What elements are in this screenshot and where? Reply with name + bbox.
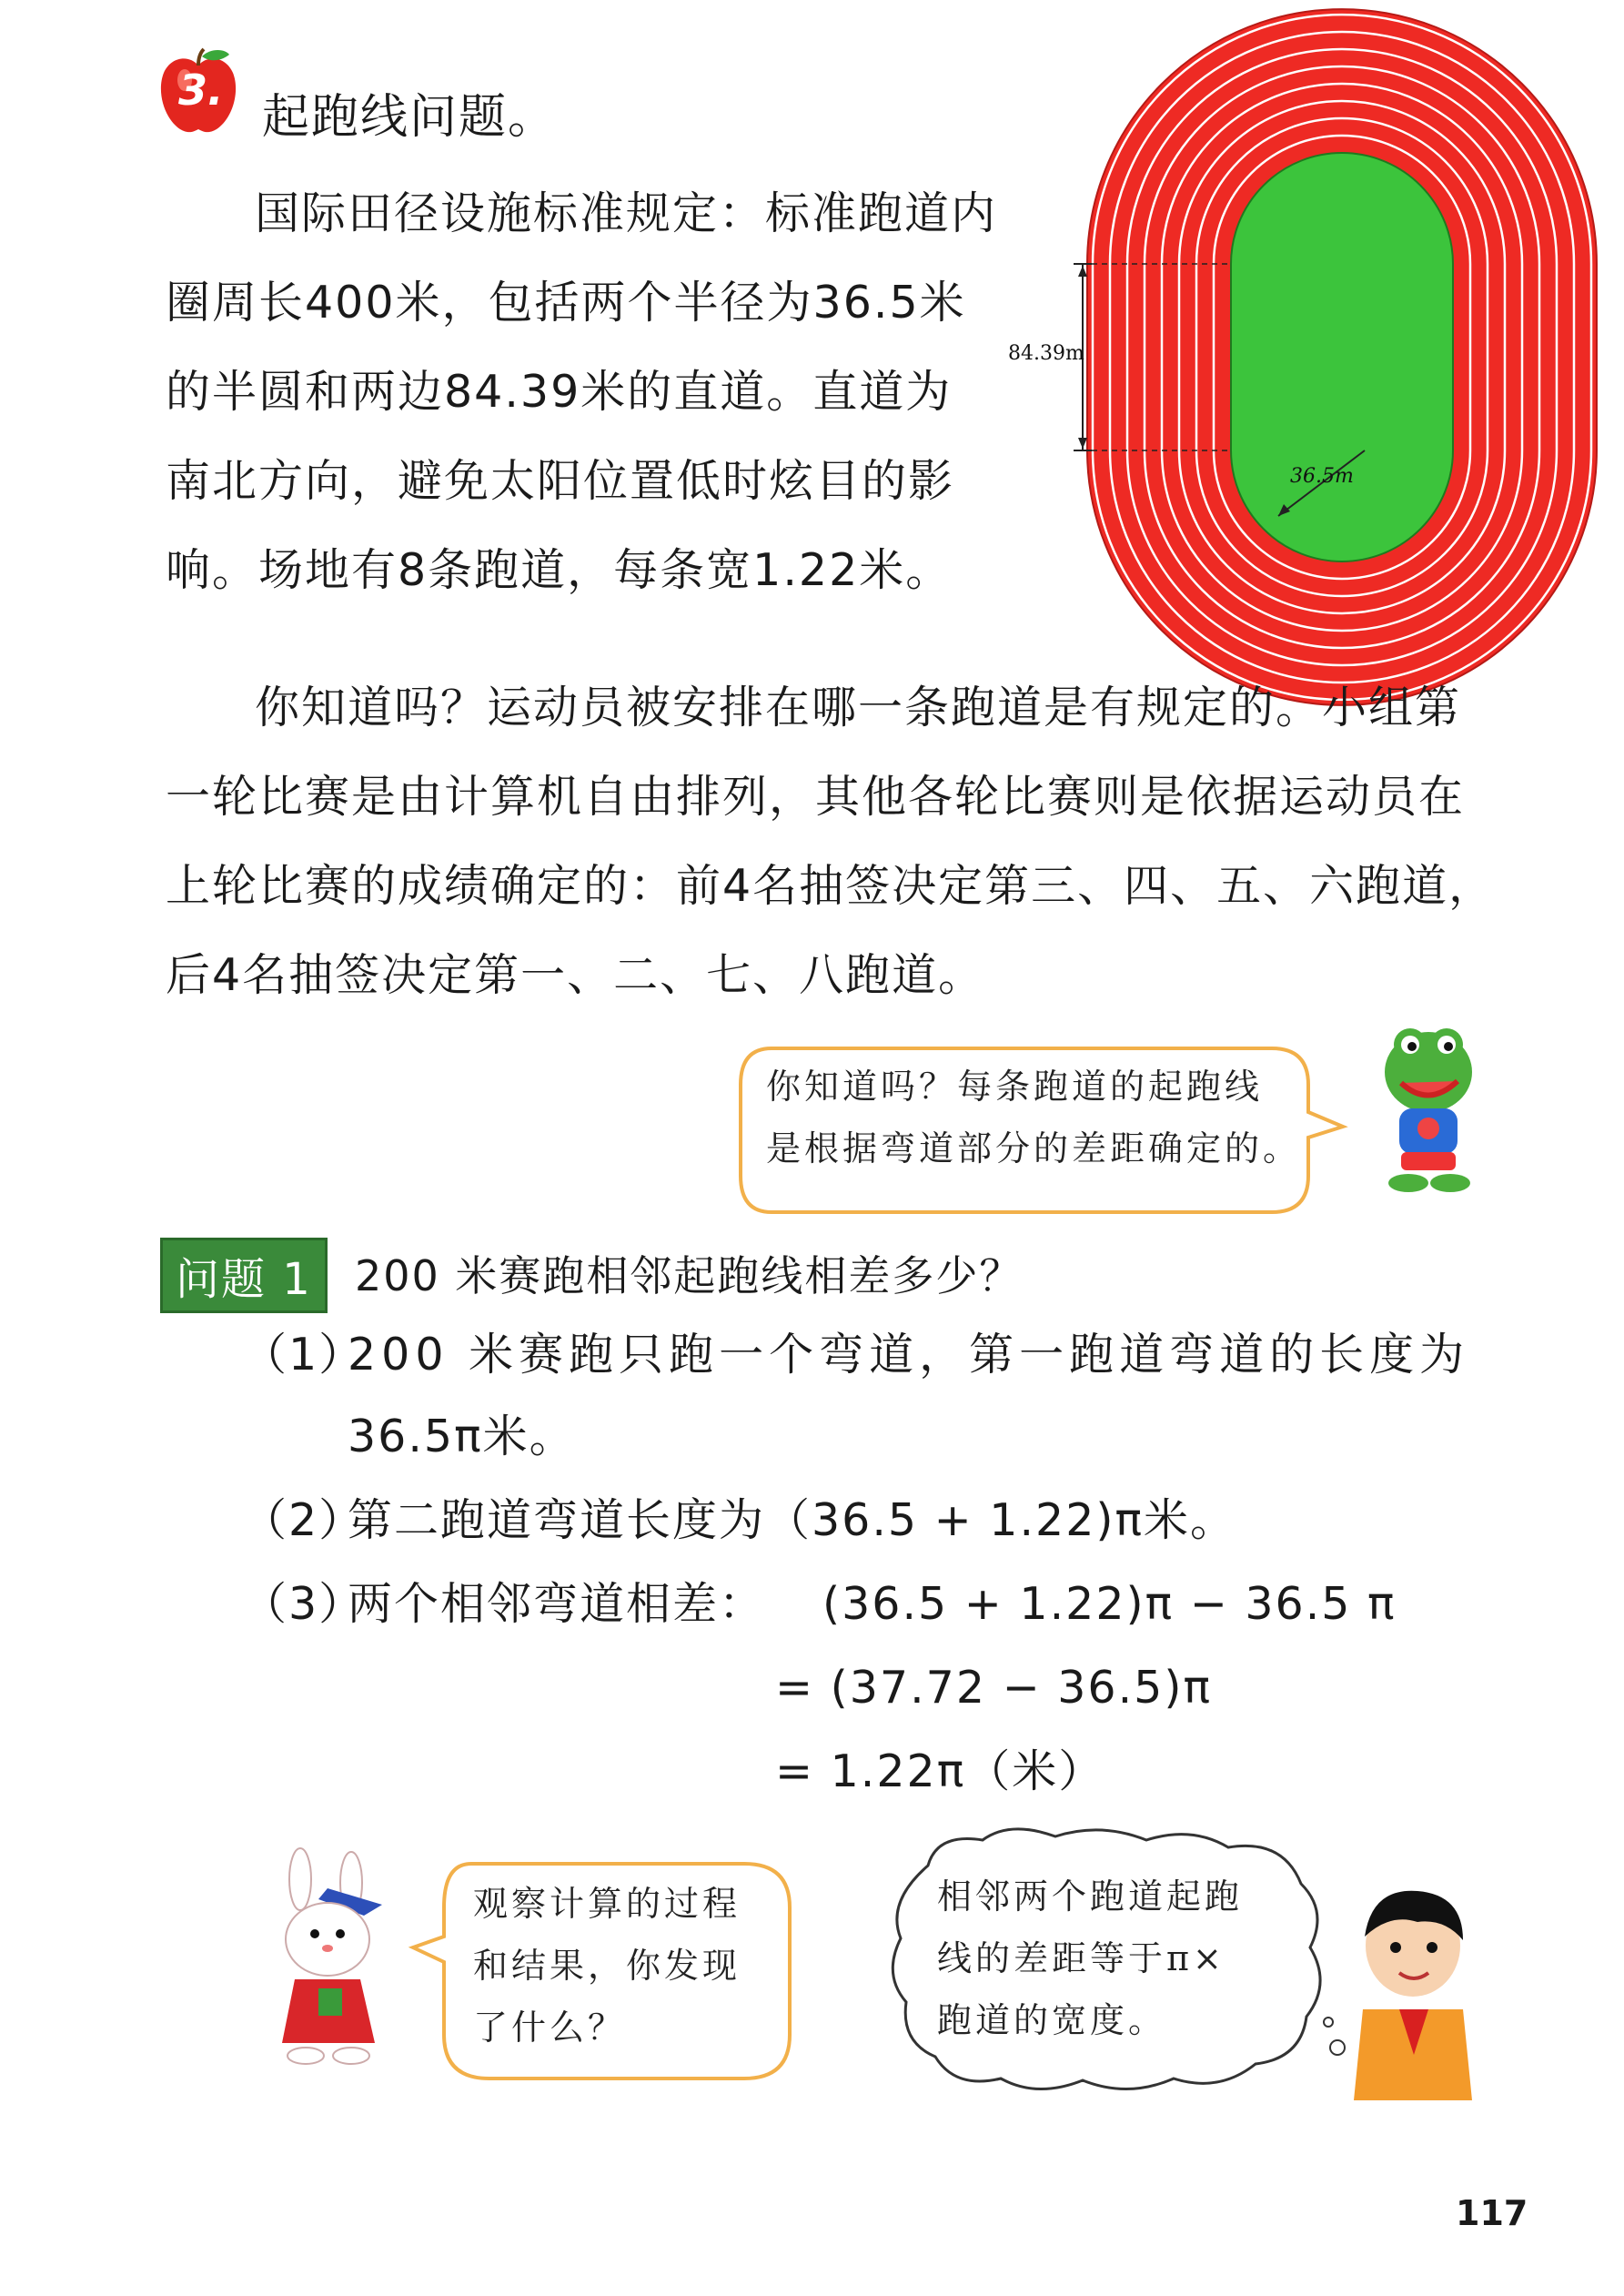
rules-paragraph bbox=[166, 663, 1495, 1020]
equation-line-3: = 1.22π（米） bbox=[775, 1745, 1105, 1797]
infield bbox=[1231, 153, 1453, 561]
rabbit-mascot-icon bbox=[264, 1852, 419, 2070]
intro-line: 圈周长400米，包括两个半径为36.5米 bbox=[166, 277, 966, 329]
intro-line: 的半圆和两边84.39米的直道。直道为 bbox=[166, 366, 953, 418]
radius-label: 36.5m bbox=[1290, 465, 1354, 488]
question-tag: 问题 1 bbox=[160, 1238, 328, 1313]
rules-line: 一轮比赛是由计算机自由排列，其他各轮比赛则是依据运动员在 bbox=[166, 771, 1466, 823]
question-step-1-cont: 36.5π米。 bbox=[348, 1411, 576, 1462]
equation-line-1: (36.5 + 1.22)π − 36.5 π bbox=[822, 1578, 1397, 1630]
frog-bubble-text: 你知道吗？每条跑道的起跑线 是根据弯道部分的差距确定的。 bbox=[766, 1067, 1302, 1168]
running-track-diagram bbox=[1001, 109, 1510, 637]
section-number-badge: 3. bbox=[178, 66, 224, 115]
rabbit-bubble-text: 观察计算的过程 和结果，你发现 了什么？ bbox=[473, 1884, 741, 2048]
question-step-2: （2）第二跑道弯道长度为（36.5 + 1.22)π米。 bbox=[242, 1494, 1237, 1546]
rules-line: 上轮比赛的成绩确定的：前4名抽签决定第三、四、五、六跑道， bbox=[166, 860, 1496, 912]
intro-line: 南北方向，避免太阳位置低时炫目的影 bbox=[166, 455, 955, 507]
rules-line: 后4名抽签决定第一、二、七、八跑道。 bbox=[166, 949, 985, 1001]
intro-line: 响。场地有8条跑道，每条宽1.22米。 bbox=[166, 544, 953, 596]
intro-line: 国际田径设施标准规定：标准跑道内 bbox=[255, 187, 998, 239]
equation-line-2: = (37.72 − 36.5)π bbox=[775, 1662, 1212, 1714]
boy-mascot-icon bbox=[1345, 1882, 1481, 2100]
rules-line: 你知道吗？运动员被安排在哪一条跑道是有规定的。小组第 bbox=[255, 682, 1462, 733]
intro-paragraph bbox=[166, 169, 997, 615]
question-step-3: （3）两个相邻弯道相差： bbox=[242, 1578, 766, 1630]
straight-length-label: 84.39m bbox=[1008, 342, 1084, 365]
question-step-1: （1）200 米赛跑只跑一个弯道，第一跑道弯道的长度为 bbox=[242, 1329, 1470, 1381]
boy-bubble-text: 相邻两个跑道起跑 线的差距等于π× 跑道的宽度。 bbox=[937, 1876, 1244, 2040]
question-text: 200 米赛跑相邻起跑线相差多少？ bbox=[355, 1251, 1024, 1300]
section-title: 起跑线问题。 bbox=[262, 90, 558, 145]
frog-mascot-icon bbox=[1356, 1017, 1492, 1199]
page-number: 117 bbox=[1456, 2193, 1528, 2233]
